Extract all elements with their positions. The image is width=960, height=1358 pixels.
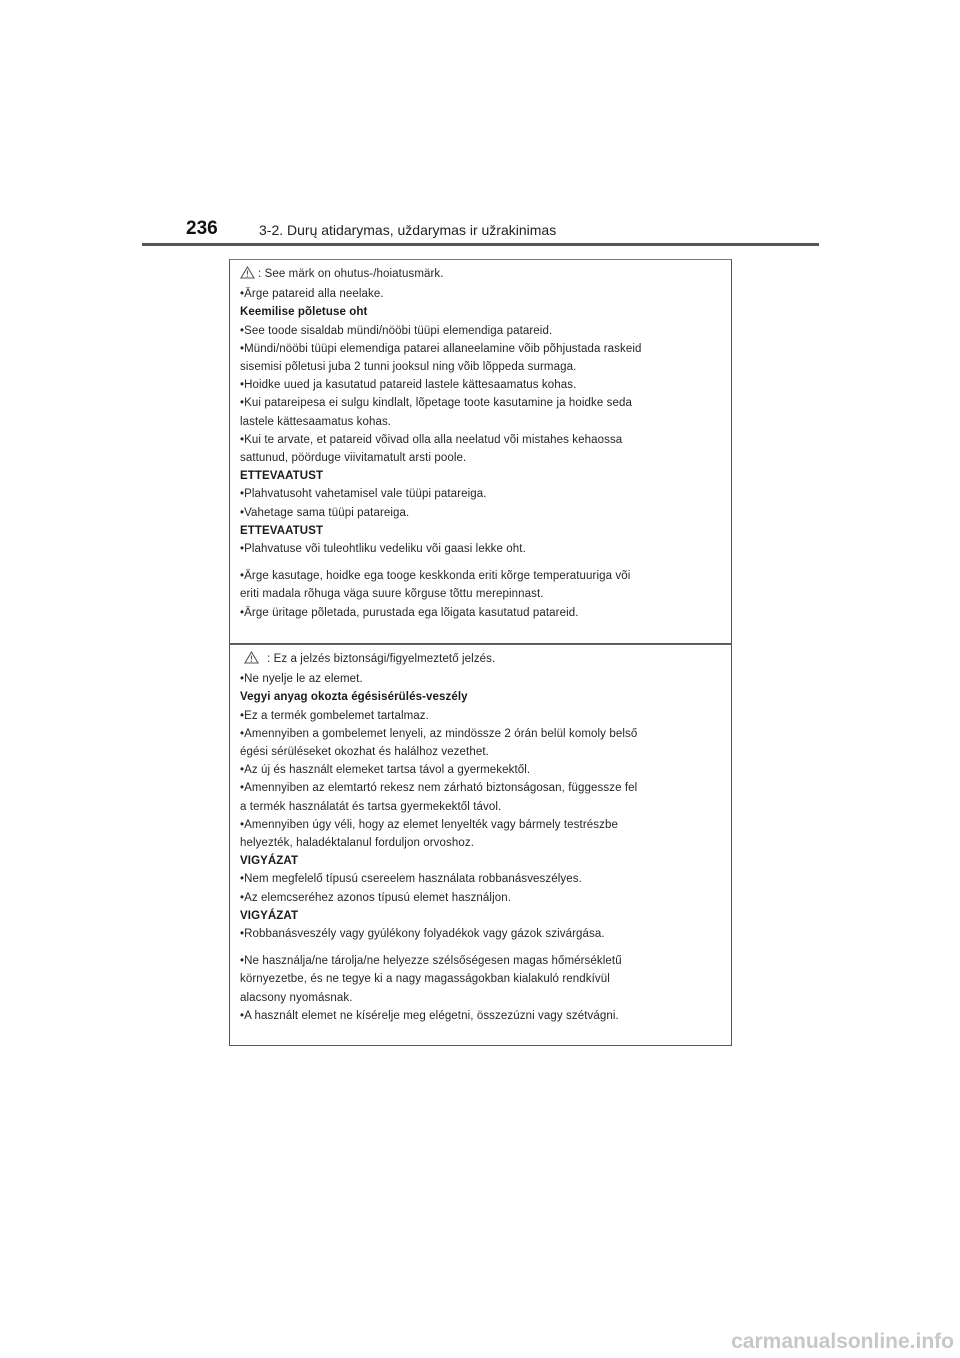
header-rule bbox=[142, 243, 819, 246]
text-line: •Kui patareipesa ei sulgu kindlalt, lõpetage toote kasutamine ja hoidke seda bbox=[240, 397, 633, 410]
warning-sign-line bbox=[240, 265, 721, 285]
text-line: •Kui te arvate, et patareid võivad olla alla neelatud või mistahes kehaossa bbox=[240, 433, 623, 446]
text-line: •Nem megfelelő típusú csereelem használata robbanásveszélyes. bbox=[240, 873, 582, 886]
text-line: •Ne nyelje le az elemet. bbox=[240, 673, 363, 686]
text-line: alacsony nyomásnak. bbox=[240, 991, 353, 1004]
subheading: VIGYÁZAT bbox=[240, 909, 299, 922]
subheading: Vegyi anyag okozta égésisérülés-veszély bbox=[240, 691, 468, 704]
estonian-warning-box bbox=[229, 259, 732, 644]
text-line: •Ne használja/ne tárolja/ne helyezze szélsőségesen magas hőmérsékletű bbox=[240, 955, 622, 968]
text-line: •Plahvatusoht vahetamisel vale tüüpi patareiga. bbox=[240, 488, 487, 501]
text-line: •Amennyiben az elemtartó rekesz nem zárható biztonságosan, függessze fel bbox=[240, 782, 638, 795]
subheading: Keemilise põletuse oht bbox=[240, 306, 368, 319]
text-line: •Vahetage sama tüüpi patareiga. bbox=[240, 506, 410, 519]
text-line: •Hoidke uued ja kasutatud patareid lastele kättesaamatus kohas. bbox=[240, 379, 577, 392]
text-line: •Mündi/nööbi tüüpi elemendiga patarei allaneelamine võib põhjustada raskeid bbox=[240, 342, 642, 355]
text-line: lastele kättesaamatus kohas. bbox=[240, 415, 392, 428]
text-line: eriti madala rõhuga väga suure kõrguse tõttu merepinnast. bbox=[240, 588, 544, 601]
spacer bbox=[240, 558, 721, 567]
text-line: a termék használatát és tartsa gyermekektől távol. bbox=[240, 800, 502, 813]
text-line: sisemisi põletusi juba 2 tunni jooksul ning võib lõppeda surmaga. bbox=[240, 361, 577, 374]
spacer bbox=[240, 943, 721, 952]
text-line: •Ärge patareid alla neelake. bbox=[240, 288, 384, 301]
text-line: : See märk on ohutus-/hoiatusmärk. bbox=[258, 268, 444, 280]
warning-triangle-icon bbox=[244, 651, 259, 670]
text-line: •Amennyiben a gombelemet lenyeli, az mindössze 2 órán belül komoly belső bbox=[240, 727, 638, 740]
subheading: ETTEVAATUST bbox=[240, 470, 324, 483]
text-line: : Ez a jelzés biztonsági/figyelmeztető jelzés. bbox=[267, 653, 496, 665]
text-line: •Ärge üritage põletada, purustada ega lõigata kasutatud patareid. bbox=[240, 606, 579, 619]
text-line: •Amennyiben úgy véli, hogy az elemet lenyelték vagy bármely testrészbe bbox=[240, 818, 618, 831]
text-line: •Az elemcseréhez azonos típusú elemet használjon. bbox=[240, 891, 512, 904]
text-line: •A használt elemet ne kísérelje meg elégetni, összezúzni vagy szétvágni. bbox=[240, 1009, 619, 1022]
text-line: •Az új és használt elemeket tartsa távol a gyermekektől. bbox=[240, 764, 531, 777]
hungarian-warning-box bbox=[229, 644, 732, 1046]
text-line: környezetbe, és ne tegye ki a nagy magasságokban kialakuló rendkívül bbox=[240, 973, 610, 986]
text-line: helyezték, haladéktalanul forduljon orvoshoz. bbox=[240, 837, 475, 850]
text-line: •Robbanásveszély vagy gyúlékony folyadékok vagy gázok szivárgása. bbox=[240, 928, 605, 941]
text-line: égési sérüléseket okozhat és halálhoz vezethet. bbox=[240, 746, 489, 759]
text-line: •See toode sisaldab mündi/nööbi tüüpi elemendiga patareid. bbox=[240, 324, 553, 337]
text-line: •Ärge kasutage, hoidke ega tooge keskkonda eriti kõrge temperatuuriga või bbox=[240, 570, 631, 583]
warning-triangle-icon bbox=[240, 266, 255, 285]
watermark: carmanualsonline.info bbox=[731, 1330, 954, 1353]
text-line: •Plahvatuse või tuleohtliku vedeliku või gaasi lekke oht. bbox=[240, 543, 526, 556]
page-number: 236 bbox=[186, 218, 218, 239]
text-line: •Ez a termék gombelemet tartalmaz. bbox=[240, 709, 429, 722]
subheading: VIGYÁZAT bbox=[240, 855, 299, 868]
text-line: sattunud, pöörduge viivitamatult arsti poole. bbox=[240, 452, 467, 465]
warning-sign-line bbox=[240, 650, 721, 670]
subheading: ETTEVAATUST bbox=[240, 524, 324, 537]
section-title: 3-2. Durų atidarymas, uždarymas ir užrakinimas bbox=[259, 222, 557, 238]
